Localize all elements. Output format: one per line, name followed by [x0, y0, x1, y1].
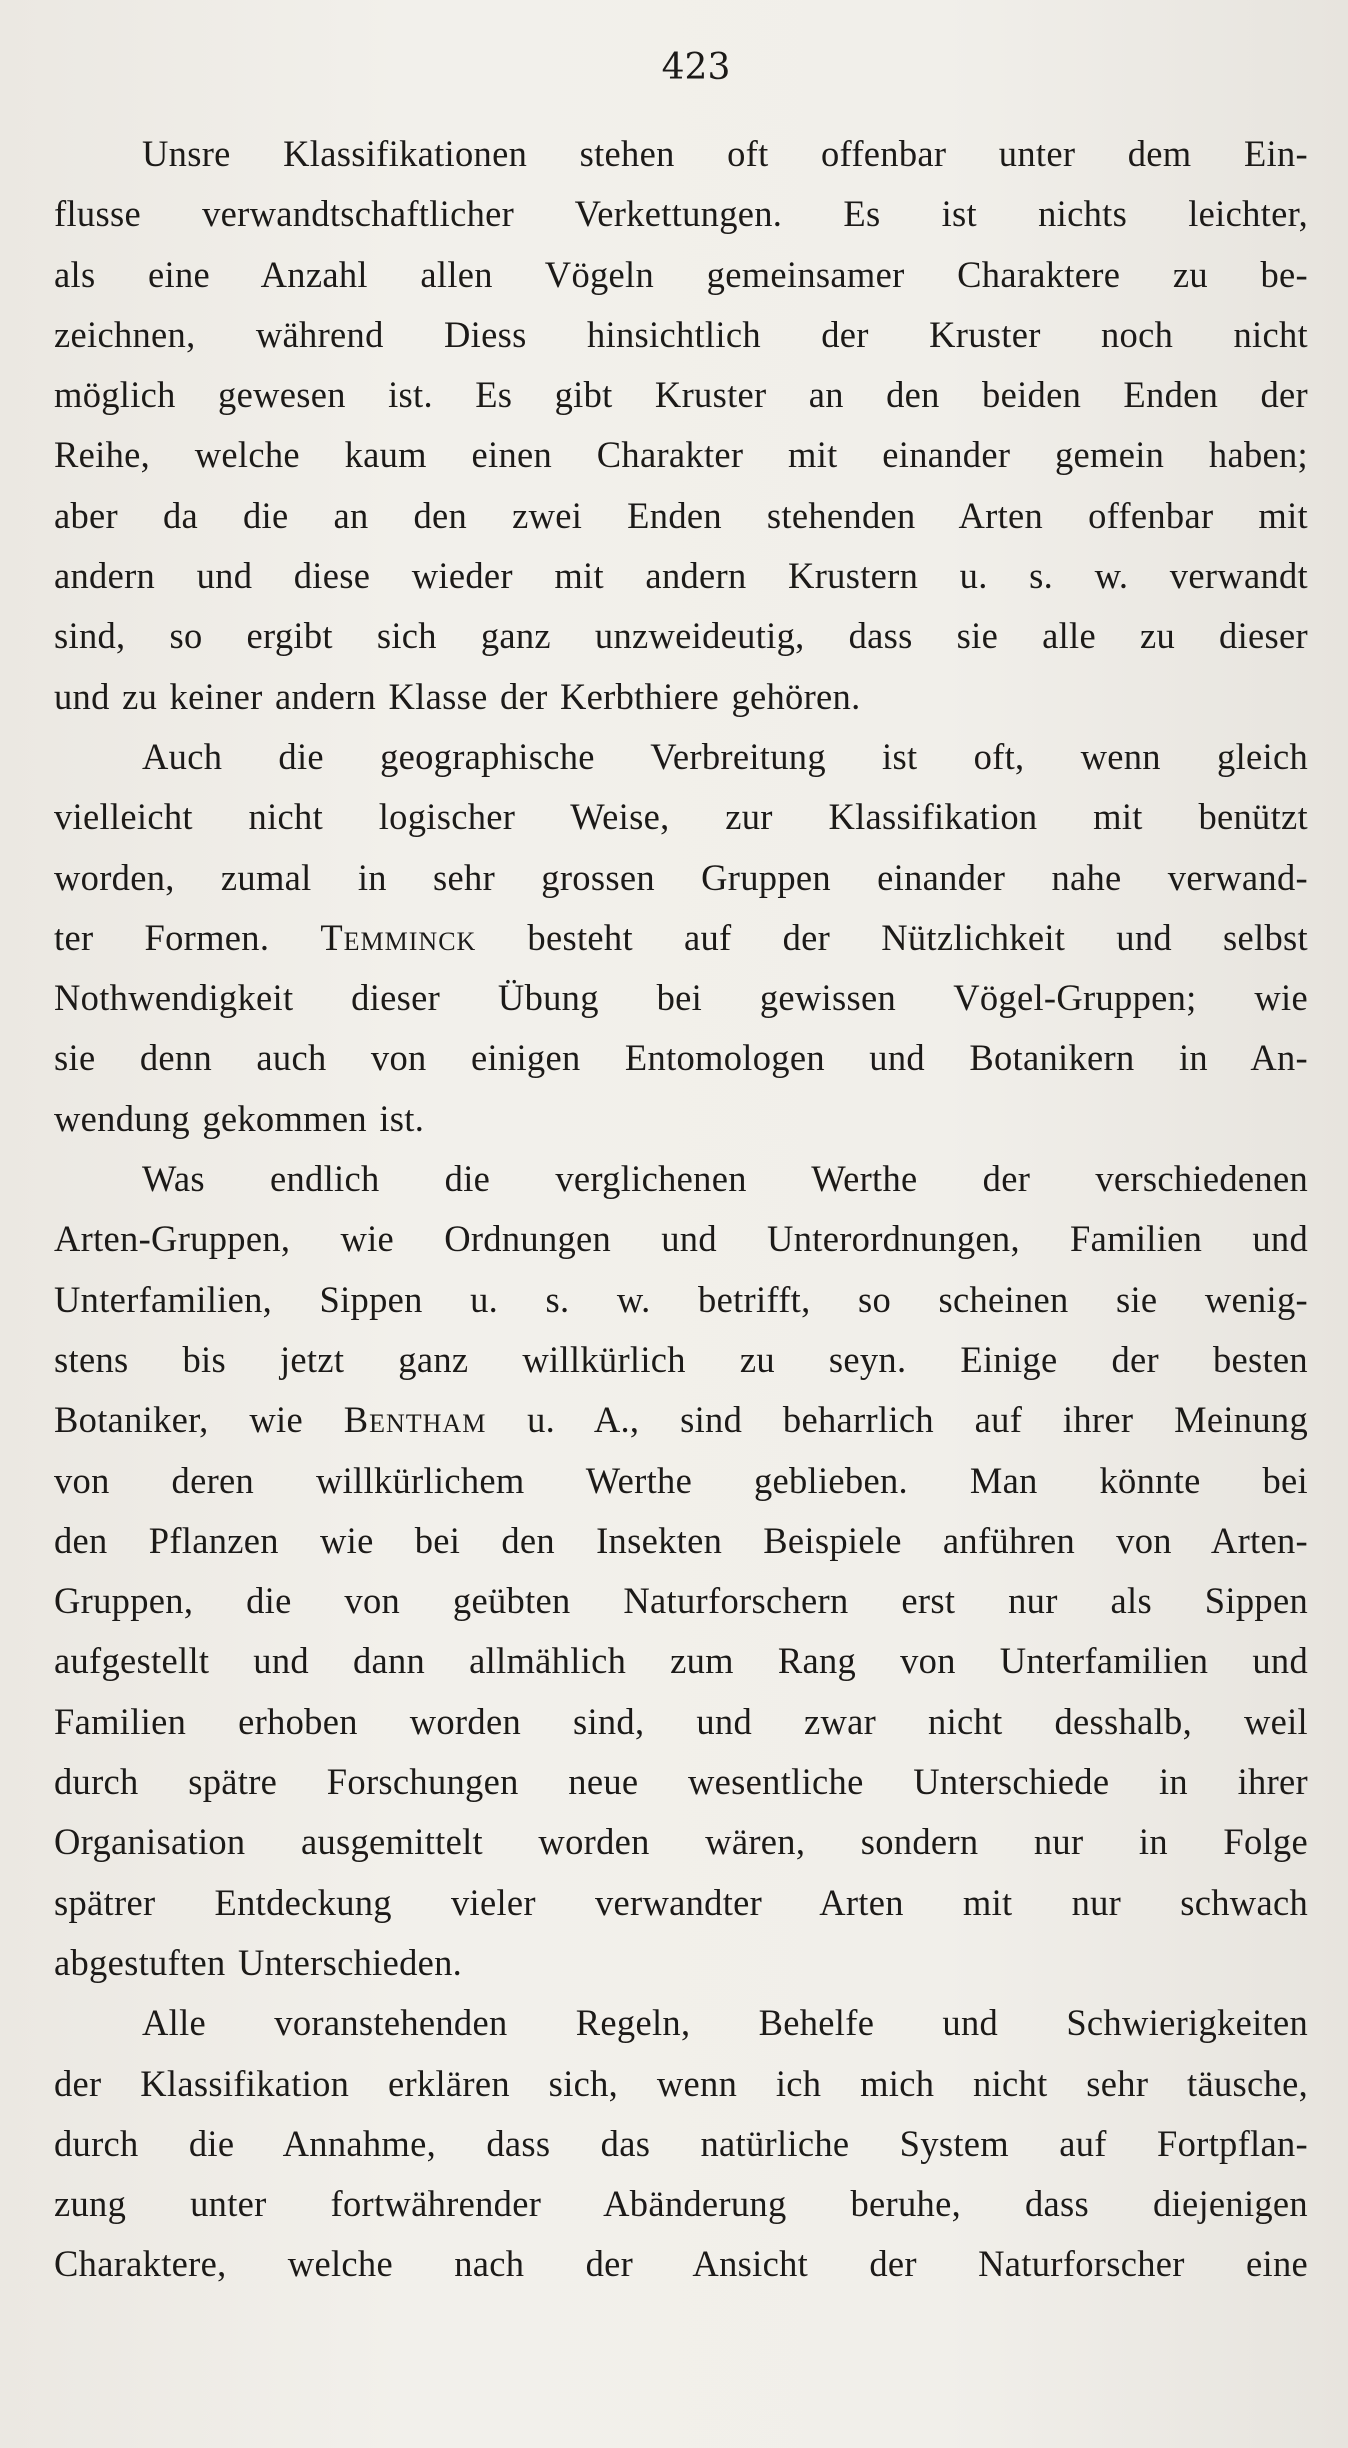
text-line: spätrer Entdeckung vieler verwandter Arten mit nur schwach: [54, 1881, 1308, 1923]
text-line: der Klassifikation erklären sich, wenn ich mich nicht sehr täusche,: [54, 2062, 1308, 2104]
body-text: [54, 124, 1308, 2295]
paragraph: [54, 1993, 1308, 2294]
text-line: Nothwendigkeit dieser Übung bei gewissen Vögel-Gruppen; wie: [54, 977, 1308, 1019]
text-line: andern und diese wieder mit andern Krustern u. s. w. verwandt: [54, 555, 1308, 597]
page-number: 423: [661, 47, 731, 88]
text-line: Auch die geographische Verbreitung ist oft, wenn gleich: [142, 735, 1308, 777]
text-line: flusse verwandtschaftlicher Verkettungen. Es ist nichts leichter,: [54, 193, 1308, 235]
paragraph: [54, 1149, 1308, 1993]
text-line: wendung gekommen ist.: [54, 1097, 425, 1139]
text-segment: u. A., sind beharrlich auf ihrer Meinung: [486, 1399, 1309, 1441]
text-line: Arten-Gruppen, wie Ordnungen und Unterordnungen, Familien und: [54, 1218, 1308, 1260]
author-name: Temminck: [320, 916, 477, 958]
text-line: Reihe, welche kaum einen Charakter mit einander gemein haben;: [54, 434, 1308, 476]
text-line: und zu keiner andern Klasse der Kerbthiere gehören.: [54, 675, 861, 717]
text-line: Charaktere, welche nach der Ansicht der Naturforscher eine: [54, 2243, 1308, 2285]
text-line: durch spätre Forschungen neue wesentliche Unterschiede in ihrer: [54, 1761, 1308, 1803]
text-line: zeichnen, während Diess hinsichtlich der Kruster noch nicht: [54, 313, 1308, 355]
text-line: Unsre Klassifikationen stehen oft offenbar unter dem Ein-: [142, 133, 1308, 174]
text-line: Was endlich die verglichenen Werthe der verschiedenen: [142, 1158, 1308, 1200]
text-segment: Botaniker, wie: [54, 1399, 344, 1441]
text-line: sind, so ergibt sich ganz unzweideutig, dass sie alle zu dieser: [54, 615, 1308, 657]
text-line: sie denn auch von einigen Entomologen und Botanikern in An-: [54, 1037, 1308, 1079]
text-line: als eine Anzahl allen Vögeln gemeinsamer Charaktere zu be-: [54, 253, 1308, 295]
text-line: Gruppen, die von geübten Naturforschern erst nur als Sippen: [54, 1580, 1308, 1622]
text-line: möglich gewesen ist. Es gibt Kruster an den beiden Enden der: [54, 374, 1308, 416]
text-line: Familien erhoben worden sind, und zwar nicht desshalb, weil: [54, 1700, 1308, 1742]
text-line: durch die Annahme, dass das natürliche System auf Fortpflan-: [54, 2122, 1308, 2164]
text-line: aber da die an den zwei Enden stehenden Arten offenbar mit: [54, 494, 1308, 536]
text-line: Alle voranstehenden Regeln, Behelfe und Schwierigkeiten: [142, 2002, 1308, 2044]
text-line: vielleicht nicht logischer Weise, zur Klassifikation mit benützt: [54, 796, 1308, 838]
paragraph: [54, 124, 1308, 727]
text-line: den Pflanzen wie bei den Insekten Beispiele anführen von Arten-: [54, 1519, 1308, 1561]
paragraph: [54, 727, 1308, 1149]
text-line: stens bis jetzt ganz willkürlich zu seyn. Einige der besten: [54, 1338, 1308, 1380]
text-line: Unterfamilien, Sippen u. s. w. betrifft, so scheinen sie wenig-: [54, 1278, 1308, 1320]
text-line: [54, 908, 1308, 968]
text-line: worden, zumal in sehr grossen Gruppen einander nahe verwand-: [54, 856, 1308, 898]
author-name: Bentham: [343, 1399, 487, 1441]
text-line: abgestuften Unterschieden.: [54, 1941, 463, 1983]
text-line: von deren willkürlichem Werthe geblieben. Man könnte bei: [54, 1459, 1308, 1501]
text-line: [54, 1390, 1308, 1450]
text-line: Organisation ausgemittelt worden wären, sondern nur in Folge: [54, 1821, 1308, 1863]
text-line: zung unter fortwährender Abänderung beruhe, dass diejenigen: [54, 2183, 1308, 2225]
text-line: aufgestellt und dann allmählich zum Rang von Unterfamilien und: [54, 1640, 1308, 1682]
text-segment: ter Formen.: [54, 916, 321, 958]
text-segment: besteht auf der Nützlichkeit und selbst: [476, 916, 1308, 958]
